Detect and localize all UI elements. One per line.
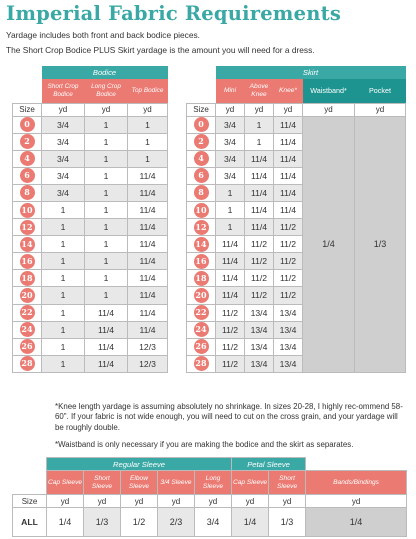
- yardage-cell: 11/4: [128, 287, 168, 304]
- col-knee: Knee*: [274, 79, 303, 103]
- size-badge: 2: [20, 134, 35, 149]
- size-cell: [13, 270, 42, 287]
- yardage-cell: 1: [85, 253, 128, 270]
- yardage-cell: 11/4: [245, 201, 274, 218]
- yardage-cell: 11/4: [128, 321, 168, 338]
- size-badge: 16: [20, 254, 35, 269]
- yardage-cell: 11/4: [128, 184, 168, 201]
- yardage-cell: 3/4: [216, 116, 245, 133]
- size-badge: 18: [194, 271, 209, 286]
- size-cell: [13, 201, 42, 218]
- unit-label: yd: [216, 103, 245, 116]
- yardage-cell: 11/4: [274, 167, 303, 184]
- yardage-cell: 11/4: [128, 270, 168, 287]
- yardage-cell: 13/4: [274, 338, 303, 355]
- yardage-cell: 1: [42, 355, 85, 372]
- yardage-cell: 11/4: [274, 201, 303, 218]
- yardage-cell: 1: [85, 287, 128, 304]
- table-row: [13, 133, 168, 150]
- yardage-cell: 11/2: [245, 253, 274, 270]
- yardage-cell: 1: [42, 304, 85, 321]
- sleeve-corner-right: [306, 458, 407, 471]
- col-long-sleeve: Long Sleeve: [195, 471, 232, 495]
- size-cell: [13, 219, 42, 236]
- yardage-cell: 11/4: [128, 201, 168, 218]
- yardage-cell: 1: [85, 201, 128, 218]
- size-cell: [187, 304, 216, 321]
- size-cell: [187, 219, 216, 236]
- size-badge: 10: [194, 203, 209, 218]
- intro-text: Yardage includes both front and back bodice pieces.: [6, 30, 200, 40]
- table-row: [13, 304, 168, 321]
- size-cell: [187, 321, 216, 338]
- size-header: Size: [187, 103, 216, 116]
- col-petal-cap-sleeve: Cap Sleeve: [232, 471, 269, 495]
- yardage-cell: 1: [216, 184, 245, 201]
- yardage-cell: 1: [42, 253, 85, 270]
- size-cell: [13, 133, 42, 150]
- size-badge: 4: [20, 151, 35, 166]
- unit-label: yd: [85, 103, 128, 116]
- yardage-cell: 11/2: [216, 321, 245, 338]
- size-cell: [187, 116, 216, 133]
- yardage-cell: 1: [42, 219, 85, 236]
- size-badge: 10: [20, 203, 35, 218]
- unit-label: yd: [47, 495, 84, 508]
- knee-length-note: *Knee length yardage is assuming absolutely no shrinkage. In sizes 20-28, I highly rec-ommend 58-60". If your fabric is not wide enough, you will need to cut on the cross grain, and your yardage will be roughly double.: [55, 402, 403, 432]
- yardage-cell: 1: [85, 116, 128, 133]
- table-row: [13, 338, 168, 355]
- waistband-note: *Waistband is only necessary if you are making the bodice and the skirt as separates.: [55, 440, 354, 449]
- yardage-cell: 11/4: [85, 355, 128, 372]
- table-row: [13, 236, 168, 253]
- sleeve-corner-2: [13, 471, 47, 495]
- table-row: [13, 270, 168, 287]
- table-row: [13, 150, 168, 167]
- bodice-group-header: Bodice: [42, 66, 168, 79]
- petal-short-sleeve-value: 1/3: [269, 508, 306, 537]
- col-three-quarter-sleeve: 3/4 Sleeve: [158, 471, 195, 495]
- size-cell: [187, 184, 216, 201]
- yardage-cell: 1: [85, 270, 128, 287]
- size-cell: [187, 355, 216, 372]
- yardage-cell: 11/2: [216, 304, 245, 321]
- col-cap-sleeve: Cap Sleeve: [47, 471, 84, 495]
- yardage-cell: 3/4: [216, 150, 245, 167]
- size-badge: 28: [194, 356, 209, 371]
- table-row: [13, 219, 168, 236]
- yardage-cell: 11/2: [245, 270, 274, 287]
- size-cell: [187, 338, 216, 355]
- all-sizes-label: ALL: [13, 508, 47, 537]
- yardage-cell: 11/2: [274, 287, 303, 304]
- yardage-cell: 11/4: [216, 270, 245, 287]
- yardage-cell: 11/4: [274, 133, 303, 150]
- size-badge: 20: [20, 288, 35, 303]
- yardage-cell: 1: [85, 184, 128, 201]
- size-badge: 24: [20, 322, 35, 337]
- unit-label: yd: [128, 103, 168, 116]
- size-badge: 14: [194, 237, 209, 252]
- yardage-cell: 1: [85, 219, 128, 236]
- yardage-cell: 13/4: [245, 338, 274, 355]
- col-pocket: Pocket: [355, 79, 406, 103]
- size-cell: [13, 116, 42, 133]
- sleeve-corner: [13, 458, 47, 471]
- yardage-cell: 1: [128, 150, 168, 167]
- yardage-cell: 3/4: [42, 184, 85, 201]
- col-short-sleeve: Short Sleeve: [84, 471, 121, 495]
- size-badge: 0: [194, 117, 209, 132]
- yardage-cell: 1: [85, 133, 128, 150]
- size-cell: [13, 167, 42, 184]
- yardage-cell: 12/3: [128, 338, 168, 355]
- yardage-cell: 3/4: [42, 133, 85, 150]
- yardage-cell: 11/4: [85, 304, 128, 321]
- size-badge: 4: [194, 151, 209, 166]
- sleeve-table: [12, 457, 407, 537]
- table-row: [13, 355, 168, 372]
- table-row: [187, 116, 406, 133]
- size-cell: [13, 253, 42, 270]
- size-badge: 8: [194, 185, 209, 200]
- yardage-cell: 1: [85, 150, 128, 167]
- size-header: Size: [13, 495, 47, 508]
- yardage-cell: 11/4: [245, 150, 274, 167]
- skirt-group-header: Skirt: [216, 66, 406, 79]
- size-badge: 26: [194, 339, 209, 354]
- long-sleeve-value: 3/4: [195, 508, 232, 537]
- yardage-cell: 11/2: [216, 355, 245, 372]
- yardage-cell: 11/2: [274, 219, 303, 236]
- yardage-cell: 11/4: [216, 236, 245, 253]
- yardage-cell: 1: [42, 270, 85, 287]
- short-sleeve-value: 1/3: [84, 508, 121, 537]
- yardage-cell: 11/4: [128, 167, 168, 184]
- size-cell: [187, 236, 216, 253]
- yardage-cell: 1: [128, 133, 168, 150]
- unit-label: yd: [158, 495, 195, 508]
- size-cell: [187, 167, 216, 184]
- unit-label: yd: [84, 495, 121, 508]
- unit-label: yd: [42, 103, 85, 116]
- yardage-cell: 3/4: [216, 133, 245, 150]
- yardage-cell: 13/4: [274, 304, 303, 321]
- table-row: [13, 201, 168, 218]
- unit-label: yd: [121, 495, 158, 508]
- yardage-cell: 1: [42, 201, 85, 218]
- col-waistband: Waistband*: [303, 79, 355, 103]
- size-cell: [13, 236, 42, 253]
- yardage-cell: 11/4: [274, 150, 303, 167]
- unit-label: yd: [195, 495, 232, 508]
- three-quarter-sleeve-value: 2/3: [158, 508, 195, 537]
- yardage-cell: 13/4: [245, 321, 274, 338]
- yardage-cell: 11/4: [128, 219, 168, 236]
- waistband-value: 1/4: [303, 116, 355, 372]
- size-cell: [187, 150, 216, 167]
- yardage-cell: 3/4: [216, 167, 245, 184]
- size-cell: [187, 253, 216, 270]
- size-badge: 22: [20, 305, 35, 320]
- size-badge: 12: [20, 220, 35, 235]
- yardage-cell: 11/2: [245, 287, 274, 304]
- unit-label: yd: [303, 103, 355, 116]
- size-header: Size: [13, 103, 42, 116]
- bands-bindings-value: 1/4: [306, 508, 407, 537]
- yardage-cell: 11/2: [216, 338, 245, 355]
- table-row: [13, 116, 168, 133]
- col-elbow-sleeve: Elbow Sleeve: [121, 471, 158, 495]
- yardage-cell: 1: [245, 133, 274, 150]
- size-cell: [13, 338, 42, 355]
- size-badge: 16: [194, 254, 209, 269]
- size-cell: [13, 150, 42, 167]
- yardage-cell: 1: [42, 338, 85, 355]
- yardage-cell: 11/4: [245, 184, 274, 201]
- size-cell: [13, 355, 42, 372]
- size-badge: 24: [194, 322, 209, 337]
- unit-label: yd: [232, 495, 269, 508]
- yardage-cell: 11/2: [274, 270, 303, 287]
- unit-label: yd: [245, 103, 274, 116]
- petal-sleeve-header: Petal Sleeve: [232, 458, 306, 471]
- yardage-cell: 13/4: [245, 355, 274, 372]
- yardage-cell: 11/4: [85, 321, 128, 338]
- table-row: [13, 321, 168, 338]
- size-cell: [13, 304, 42, 321]
- yardage-cell: 13/4: [274, 321, 303, 338]
- intro-dress-text: The Short Crop Bodice PLUS Skirt yardage is the amount you will need for a dress.: [6, 45, 315, 55]
- elbow-sleeve-value: 1/2: [121, 508, 158, 537]
- yardage-cell: 11/4: [245, 167, 274, 184]
- yardage-cell: 11/4: [274, 184, 303, 201]
- size-badge: 26: [20, 339, 35, 354]
- col-mini: Mini: [216, 79, 245, 103]
- col-above-knee: Above Knee: [245, 79, 274, 103]
- bodice-corner-2: [13, 79, 42, 103]
- yardage-cell: 1: [85, 236, 128, 253]
- col-bands-bindings: Bands/Bindings: [306, 471, 407, 495]
- size-badge: 28: [20, 356, 35, 371]
- yardage-cell: 11/2: [245, 236, 274, 253]
- size-badge: 8: [20, 185, 35, 200]
- table-row: [13, 253, 168, 270]
- unit-label: yd: [355, 103, 406, 116]
- yardage-cell: 1: [216, 201, 245, 218]
- size-cell: [13, 184, 42, 201]
- yardage-cell: 11/2: [274, 253, 303, 270]
- col-petal-short-sleeve: Short Sleeve: [269, 471, 306, 495]
- yardage-cell: 3/4: [42, 167, 85, 184]
- yardage-cell: 1: [85, 167, 128, 184]
- yardage-cell: 3/4: [42, 116, 85, 133]
- yardage-cell: 3/4: [42, 150, 85, 167]
- size-cell: [13, 287, 42, 304]
- pocket-value: 1/3: [355, 116, 406, 372]
- yardage-cell: 11/4: [128, 236, 168, 253]
- petal-cap-sleeve-value: 1/4: [232, 508, 269, 537]
- table-row: [13, 287, 168, 304]
- yardage-cell: 12/3: [128, 355, 168, 372]
- size-badge: 20: [194, 288, 209, 303]
- size-badge: 6: [20, 168, 35, 183]
- unit-label: yd: [274, 103, 303, 116]
- yardage-cell: 11/4: [216, 287, 245, 304]
- bodice-corner: [13, 66, 42, 79]
- yardage-cell: 1: [245, 116, 274, 133]
- size-cell: [187, 287, 216, 304]
- col-top-bodice: Top Bodice: [128, 79, 168, 103]
- size-badge: 6: [194, 168, 209, 183]
- yardage-cell: 1: [42, 287, 85, 304]
- unit-label: yd: [269, 495, 306, 508]
- col-short-crop-bodice: Short Crop Bodice: [42, 79, 85, 103]
- table-row: [13, 184, 168, 201]
- yardage-cell: 11/4: [245, 219, 274, 236]
- skirt-table: [186, 66, 406, 373]
- size-badge: 14: [20, 237, 35, 252]
- yardage-cell: 1: [128, 116, 168, 133]
- yardage-cell: 1: [216, 219, 245, 236]
- size-cell: [13, 321, 42, 338]
- size-cell: [187, 133, 216, 150]
- yardage-cell: 13/4: [245, 304, 274, 321]
- size-badge: 2: [194, 134, 209, 149]
- size-badge: 22: [194, 305, 209, 320]
- page-title: Imperial Fabric Requirements: [6, 2, 342, 25]
- yardage-cell: 1: [42, 236, 85, 253]
- col-long-crop-bodice: Long Crop Bodice: [85, 79, 128, 103]
- yardage-cell: 11/4: [128, 304, 168, 321]
- size-cell: [187, 201, 216, 218]
- skirt-corner-2: [187, 79, 216, 103]
- table-row: [13, 167, 168, 184]
- size-badge: 18: [20, 271, 35, 286]
- regular-sleeve-header: Regular Sleeve: [47, 458, 232, 471]
- cap-sleeve-value: 1/4: [47, 508, 84, 537]
- yardage-cell: 1: [42, 321, 85, 338]
- unit-label: yd: [306, 495, 407, 508]
- yardage-cell: 11/2: [274, 236, 303, 253]
- yardage-cell: 11/4: [85, 338, 128, 355]
- yardage-cell: 11/4: [216, 253, 245, 270]
- skirt-corner: [187, 66, 216, 79]
- bodice-table: [12, 66, 168, 373]
- yardage-cell: 11/4: [128, 253, 168, 270]
- size-badge: 0: [20, 117, 35, 132]
- size-cell: [187, 270, 216, 287]
- size-badge: 12: [194, 220, 209, 235]
- yardage-cell: 11/4: [274, 116, 303, 133]
- yardage-cell: 13/4: [274, 355, 303, 372]
